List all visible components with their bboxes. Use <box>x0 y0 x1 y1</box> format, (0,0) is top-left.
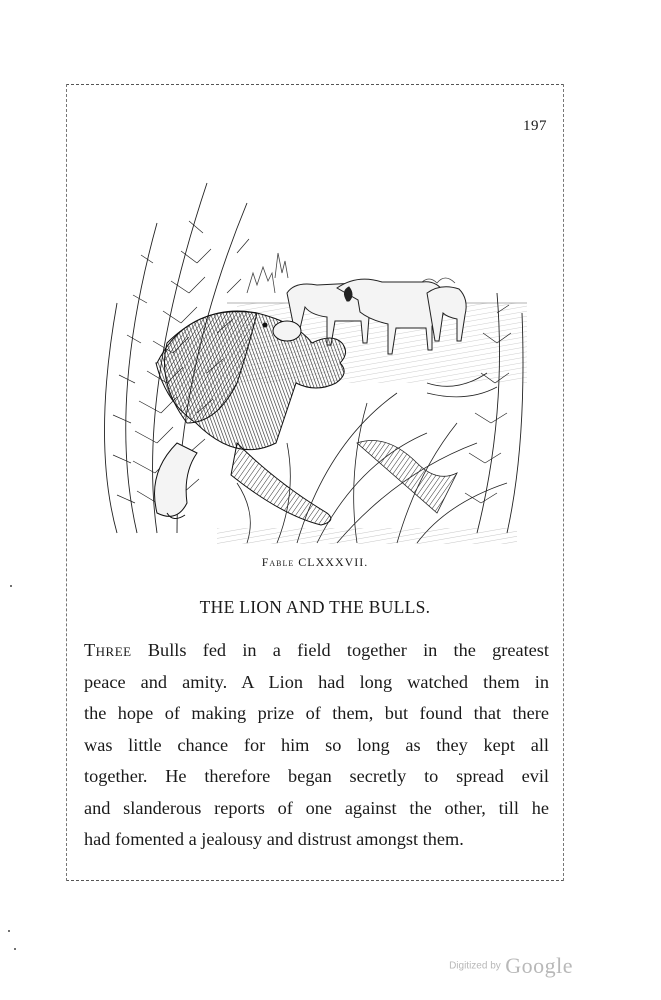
book-page <box>66 84 564 881</box>
margin-speck <box>10 585 12 587</box>
credit-prefix: Digitized by <box>449 960 501 972</box>
margin-speck <box>14 948 16 950</box>
body-line-1-text: Bulls fed in a field together in the greatest <box>131 640 549 660</box>
body-line-6: and slanderous reports of one against the other, till he <box>84 797 549 818</box>
digitizer-credit <box>449 953 573 979</box>
body-line-2: peace and amity. A Lion had long watched them in <box>84 671 549 692</box>
body-line-3: the hope of making prize of them, but found that there <box>84 703 549 723</box>
body-line-4: was little chance for him so long as they kept all <box>84 734 549 755</box>
body-line-1 <box>84 635 549 667</box>
credit-brand: Google <box>505 953 573 978</box>
fable-body <box>84 635 549 856</box>
page-number: 197 <box>523 118 547 134</box>
body-line-5: together. He therefore began secretly to spread evil <box>84 766 549 786</box>
body-line-7: had fomented a jealousy and distrust amongst them. <box>84 829 464 849</box>
fable-number: Fable CLXXXVII. <box>261 555 369 569</box>
fable-illustration <box>97 143 527 548</box>
fable-title: THE LION AND THE BULLS. <box>199 597 431 617</box>
lion <box>155 311 346 525</box>
margin-speck <box>8 930 10 932</box>
first-word: Three <box>84 640 132 660</box>
